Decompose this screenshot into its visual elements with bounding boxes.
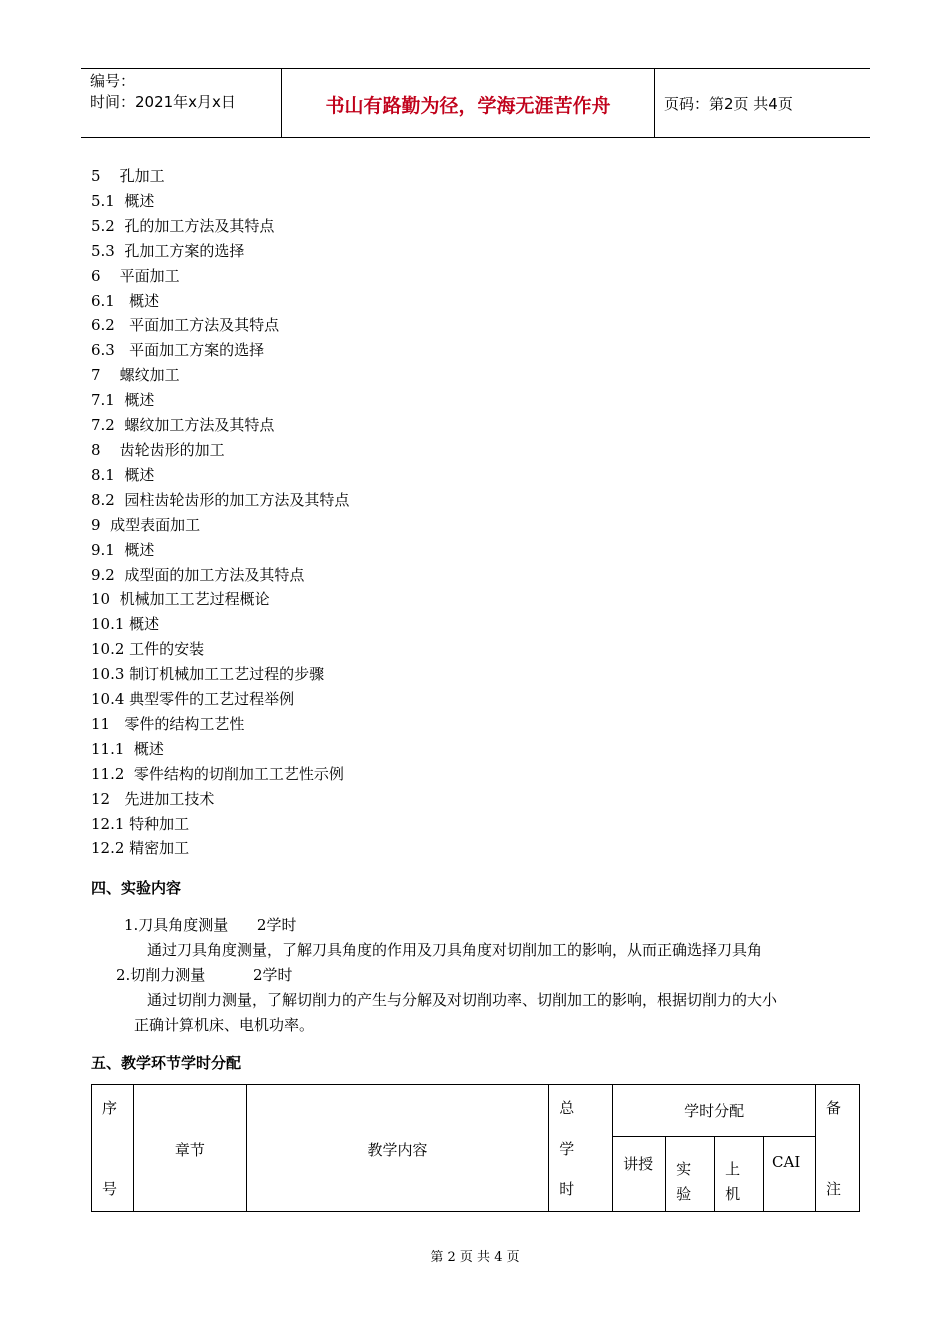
header-divider bbox=[654, 69, 655, 137]
outline-item: 10.4 典型零件的工艺过程举例 bbox=[91, 690, 295, 709]
outline-item: 9 成型表面加工 bbox=[91, 515, 201, 534]
outline-item: 10.1 概述 bbox=[91, 615, 160, 634]
outline-item: 5.2 孔的加工方法及其特点 bbox=[91, 216, 275, 235]
outline-item: 8.1 概述 bbox=[91, 465, 155, 484]
outline-item: 6.3 平面加工方案的选择 bbox=[91, 341, 265, 360]
header-motto: 书山有路勤为径，学海无涯苦作舟 bbox=[325, 95, 611, 117]
page-footer: 第 2 页 共 4 页 bbox=[430, 1250, 520, 1265]
header-cell-notes: 备 注 bbox=[815, 1085, 859, 1212]
header-number: 编号： bbox=[90, 72, 136, 90]
page-header bbox=[81, 68, 870, 138]
section-title: 五、教学环节学时分配 bbox=[91, 1054, 242, 1072]
outline-item: 12 先进加工技术 bbox=[91, 789, 215, 808]
outline-list bbox=[91, 164, 349, 861]
header-cell-total-hours: 总 学 时 bbox=[549, 1085, 613, 1212]
outline-item: 12.2 精密加工 bbox=[91, 839, 190, 858]
experiment-description: 通过切削力测量，了解切削力的产生与分解及对切削功率、切削加工的影响，根据切削力的大小 bbox=[147, 991, 778, 1009]
outline-item: 10.3 制订机械加工工艺过程的步骤 bbox=[91, 665, 325, 684]
outline-item: 6.2 平面加工方法及其特点 bbox=[91, 316, 280, 335]
outline-item: 8.2 园柱齿轮齿形的加工方法及其特点 bbox=[91, 490, 350, 509]
subheader-experiment: 实 验 bbox=[666, 1137, 715, 1212]
outline-item: 10.2 工件的安装 bbox=[91, 640, 205, 659]
outline-item: 11.2 零件结构的切削加工工艺性示例 bbox=[91, 764, 344, 783]
outline-item: 6.1 概述 bbox=[91, 291, 160, 310]
section-title: 四、实验内容 bbox=[91, 879, 182, 897]
subheader-cai: CAI bbox=[764, 1137, 816, 1212]
header-meta bbox=[90, 71, 236, 113]
experiment-description: 正确计算机床、电机功率。 bbox=[134, 1016, 315, 1034]
header-cell-content: 教学内容 bbox=[246, 1085, 548, 1212]
experiment-title: 1.刀具角度测量 2学时 bbox=[124, 916, 297, 934]
header-time: 时间：2021年x月x日 bbox=[90, 93, 236, 111]
outline-item: 5 孔加工 bbox=[91, 167, 165, 185]
outline-item: 5.1 概述 bbox=[91, 191, 155, 210]
experiment-description: 通过刀具角度测量，了解刀具角度的作用及刀具角度对切削加工的影响，从而正确选择刀具角 bbox=[147, 941, 763, 959]
outline-item: 10 机械加工工艺过程概论 bbox=[91, 590, 270, 609]
outline-item: 7.2 螺纹加工方法及其特点 bbox=[91, 416, 275, 435]
outline-item: 7.1 概述 bbox=[91, 391, 155, 410]
outline-item: 9.1 概述 bbox=[91, 540, 155, 559]
header-cell-allocation: 学时分配 bbox=[613, 1085, 816, 1137]
subheader-lecture: 讲授 bbox=[613, 1137, 666, 1212]
outline-item: 11 零件的结构工艺性 bbox=[91, 714, 245, 733]
experiment-title: 2.切削力测量 2学时 bbox=[116, 966, 293, 984]
hours-allocation-table bbox=[91, 1084, 860, 1212]
outline-item: 7 螺纹加工 bbox=[91, 366, 180, 385]
header-page-number: 页码：第2页 共4页 bbox=[664, 95, 793, 113]
outline-item: 8 齿轮齿形的加工 bbox=[91, 440, 225, 459]
outline-item: 11.1 概述 bbox=[91, 739, 164, 758]
subheader-computer: 上 机 bbox=[715, 1137, 764, 1212]
header-cell-chapter: 章节 bbox=[133, 1085, 246, 1212]
outline-item: 5.3 孔加工方案的选择 bbox=[91, 241, 245, 260]
outline-item: 6 平面加工 bbox=[91, 266, 180, 285]
outline-item: 9.2 成型面的加工方法及其特点 bbox=[91, 565, 305, 584]
header-cell-seq: 序 号 bbox=[92, 1085, 134, 1212]
outline-item: 12.1 特种加工 bbox=[91, 814, 190, 833]
